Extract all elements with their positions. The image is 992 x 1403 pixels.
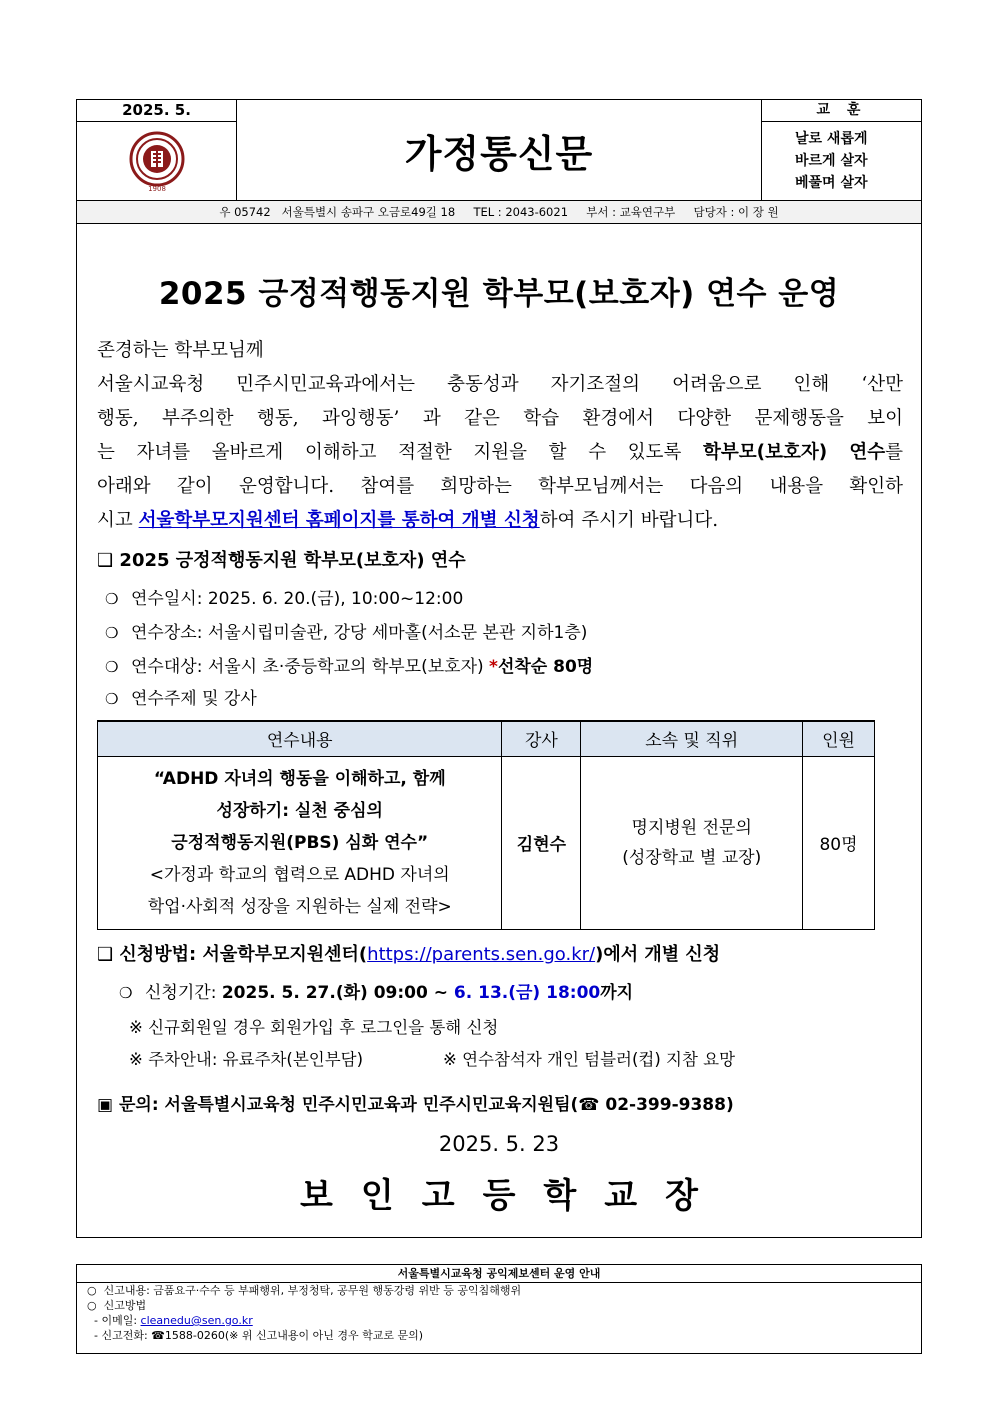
school-principal: 보인고등학교장 xyxy=(300,1176,726,1216)
topic-table xyxy=(97,720,875,930)
note: ※ 연수참석자 개인 텀블러(컵) 지참 요망 xyxy=(443,1050,736,1069)
column-header: 인원 xyxy=(803,721,875,756)
topic-cell: “ADHD 자녀의 행동을 이해하고, 함께 성장하기: 실천 중심의 긍정적행동지원(PBS) 심화 연수” <가정과 학교의 협력으로 ADHD 자녀의 학업·사회적 성장을 지원하는 실제 전략> xyxy=(98,756,502,929)
section-heading xyxy=(97,546,466,572)
circle-bullet-icon: ❍ xyxy=(105,658,119,676)
column-header: 연수내용 xyxy=(98,721,502,756)
issue-date: 2025. 5. xyxy=(77,100,237,122)
info-item: ❍ 연수대상: 서울시 초·중등학교의 학부모(보호자) *선착순 80명 xyxy=(105,657,594,677)
table-row xyxy=(98,756,875,929)
apply-period: ❍ 신청기간: 2025. 5. 27.(화) 09:00 ~ 6. 13.(금) 18:00까지 xyxy=(119,983,634,1003)
contact-marker-icon: ▣ xyxy=(97,1095,114,1115)
affiliation-cell: 명지병원 전문의 (성장학교 별 교장) xyxy=(581,756,803,929)
circle-bullet-icon: ❍ xyxy=(105,590,119,608)
footer-line: - 이메일: cleanedu@sen.go.kr xyxy=(87,1314,253,1327)
footer-title: 서울특별시교육청 공익제보센터 운영 안내 xyxy=(77,1265,921,1283)
column-header: 강사 xyxy=(502,721,581,756)
footer-line: ○ 신고내용: 금품요구‧수수 등 부패행위, 부정청탁, 공무원 행동강령 위반 등 공익침해행위 xyxy=(87,1284,522,1297)
school-info-bar: 우 05742 서울특별시 송파구 오금로49길 18 TEL : 2043-6021 부서 : 교육연구부 담당자 : 이 장 원 xyxy=(77,200,921,224)
apply-link-text[interactable]: 서울학부모지원센터 홈페이지를 통하여 개별 신청 xyxy=(138,510,540,531)
note: ※ 주차안내: 유료주차(본인부담) xyxy=(129,1050,364,1069)
notice-frame xyxy=(76,99,922,1238)
page-title: 가정통신문 xyxy=(404,131,594,176)
motto xyxy=(761,122,921,200)
info-item: ❍ 연수주제 및 강사 xyxy=(105,689,257,709)
apply-method-heading: ❑ 신청방법: 서울학부모지원센터(https://parents.sen.go.kr/)에서 개별 신청 xyxy=(97,944,721,965)
school-emblem-icon xyxy=(126,130,188,192)
phone-icon: ☎ xyxy=(578,1095,600,1115)
note: ※ 신규회원일 경우 회원가입 후 로그인을 통해 신청 xyxy=(129,1018,499,1037)
notice-title: 2025 긍정적행동지원 학부모(보호자) 연수 운영 xyxy=(158,276,840,312)
section-marker-icon: ❑ xyxy=(97,944,114,965)
logo-year: 1908 xyxy=(147,185,166,192)
intro-paragraph xyxy=(97,334,903,538)
sign-date: 2025. 5. 23 xyxy=(438,1132,560,1156)
circle-bullet-icon: ❍ xyxy=(105,690,119,708)
motto-heading: 교 훈 xyxy=(761,100,921,122)
school-emblem xyxy=(77,122,237,200)
section-marker-icon: ❑ xyxy=(97,550,114,571)
lecturer-cell: 김현수 xyxy=(502,756,581,929)
intro-line: 행동, 부주의한 행동, 과잉행동’ 과 같은 학습 환경에서 다양한 문제행동을 보이 xyxy=(97,408,903,429)
intro-line: 는 자녀를 올바르게 이해하고 적절한 지원을 할 수 있도록 학부모(보호자) 연수를 xyxy=(97,442,903,463)
column-header: 소속 및 직위 xyxy=(581,721,803,756)
first-come-note: 선착순 80명 xyxy=(497,657,594,677)
greeting: 존경하는 학부모님께 xyxy=(97,340,264,361)
section-title: 2025 긍정적행동지원 학부모(보호자) 연수 xyxy=(119,550,466,571)
footer-line: ○ 신고방법 xyxy=(87,1299,147,1312)
circle-bullet-icon: ❍ xyxy=(105,624,119,642)
emphasis: 학부모(보호자) 연수 xyxy=(703,442,886,463)
intro-line: 시고 서울학부모지원센터 홈페이지를 통하여 개별 신청하여 주시기 바랍니다. xyxy=(97,510,719,531)
intro-line: 서울시교육청 민주시민교육과에서는 충동성과 자기조절의 어려움으로 인해 ‘산만 xyxy=(97,374,903,395)
intro-line: 아래와 같이 운영합니다. 참여를 희망하는 학부모님께서는 다음의 내용을 확인하 xyxy=(97,476,903,497)
contact-line: ▣ 문의: 서울특별시교육청 민주시민교육과 민주시민교육지원팀(☎ 02-399-9388) xyxy=(97,1095,734,1115)
motto-line: 날로 새롭게 xyxy=(795,131,868,147)
whistleblower-footer xyxy=(76,1264,922,1354)
circle-bullet-icon: ❍ xyxy=(119,984,133,1002)
parents-site-link[interactable]: https://parents.sen.go.kr/ xyxy=(367,944,596,965)
footer-line: - 신고전화: ☎1588-0260(※ 위 신고내용이 아닌 경우 학교로 문의) xyxy=(87,1329,423,1342)
info-item: ❍ 연수일시: 2025. 6. 20.(금), 10:00~12:00 xyxy=(105,589,464,609)
report-email-link[interactable]: cleanedu@sen.go.kr xyxy=(140,1314,253,1327)
motto-line: 바르게 살자 xyxy=(795,153,868,169)
info-item: ❍ 연수장소: 서울시립미술관, 강당 세마홀(서소문 본관 지하1층) xyxy=(105,623,588,643)
count-cell: 80명 xyxy=(803,756,875,929)
motto-line: 베풀며 살자 xyxy=(795,175,868,191)
